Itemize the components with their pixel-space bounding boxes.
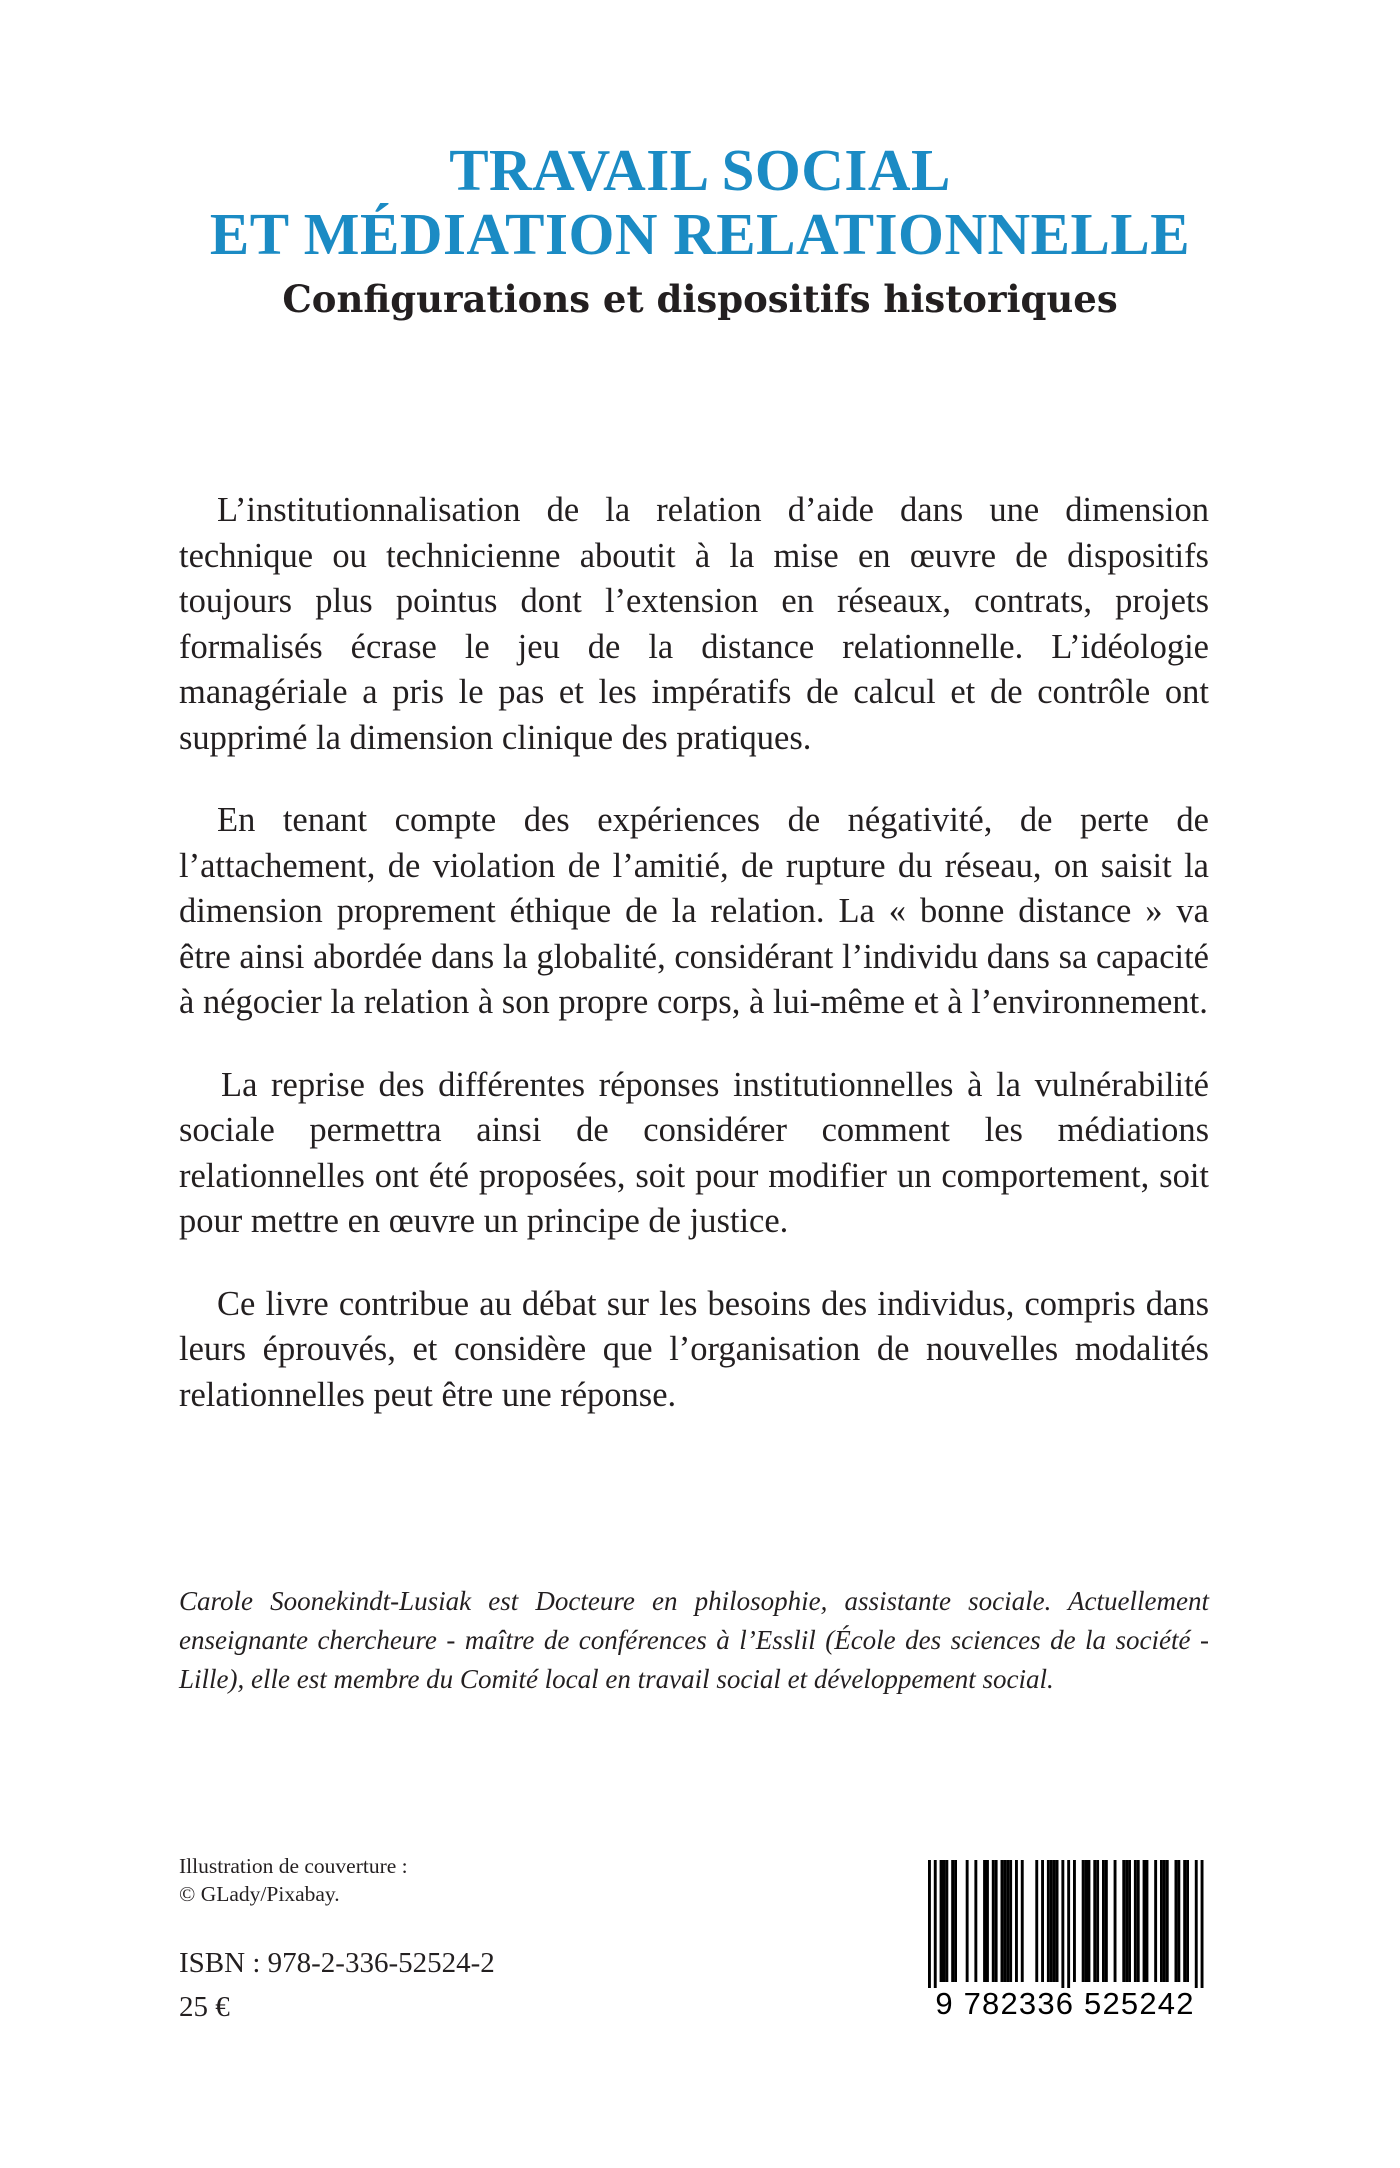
barcode-bar xyxy=(1035,1860,1038,1982)
barcode-bar xyxy=(934,1860,937,1988)
barcode-bar xyxy=(951,1860,954,1982)
barcode-bar xyxy=(1183,1860,1186,1982)
barcode-number: 9 782336 525242 xyxy=(935,1986,1195,2020)
barcode-bar xyxy=(945,1860,948,1982)
barcode-bar xyxy=(1186,1860,1189,1982)
barcode-bar xyxy=(1160,1860,1163,1982)
author-bio: Carole Soonekindt-Lusiak est Docteure en philosophie, assistante sociale. Actuellement enseignante chercheure - maître de conférences à l’Esslil (École des sciences de la société - Lille), elle est membre du Comité local en travail social et développement social. xyxy=(179,1586,1209,1694)
barcode-bar xyxy=(1006,1860,1009,1982)
barcode-bar xyxy=(1047,1860,1050,1982)
barcode-bar xyxy=(1166,1860,1169,1982)
barcode-bar xyxy=(1122,1860,1125,1982)
blurb-paragraph-1: L’institutionnalisation de la relation d’aide dans une dimension technique ou technicienne aboutit à la mise en œuvre de dispositifs toujours plus pointus dont l’extension en réseaux, contrats, projets formalisés écrase le jeu de la distance relationnelle. L’idéologie managériale a pris le pas et les impératifs de calcul et de contrôle ont supprimé la dimension clinique des pratiques. xyxy=(179,491,1209,757)
barcode-bar xyxy=(1001,1860,1004,1982)
barcode-bar xyxy=(1177,1860,1180,1982)
barcode-bar xyxy=(1102,1860,1105,1982)
barcode-bar xyxy=(1154,1860,1157,1982)
ean13-barcode-icon xyxy=(912,1860,1218,2020)
barcode-bar xyxy=(940,1860,943,1982)
barcode-bar xyxy=(1015,1860,1018,1982)
barcode-bar xyxy=(1175,1860,1178,1982)
barcode-bar xyxy=(974,1860,977,1982)
barcode-bar xyxy=(966,1860,969,1982)
barcode-bar xyxy=(1125,1860,1128,1982)
barcode-bar xyxy=(992,1860,995,1982)
book-title-line-1: TRAVAIL SOCIAL xyxy=(449,137,951,203)
barcode-bar xyxy=(1067,1860,1070,1988)
barcode-bar xyxy=(1088,1860,1091,1982)
barcode-bar xyxy=(995,1860,998,1982)
barcode-bar xyxy=(954,1860,957,1982)
blurb-paragraph-4: Ce livre contribue au débat sur les besoins des individus, compris dans leurs éprouvés, et considère que l’organisation de nouvelles modalités relationnelles peut être une réponse. xyxy=(179,1284,1209,1414)
barcode-bar xyxy=(1041,1860,1044,1982)
price: 25 € xyxy=(179,1991,230,2023)
isbn: ISBN : 978-2-336-52524-2 xyxy=(179,1947,495,1979)
barcode-bar xyxy=(1085,1860,1088,1982)
blurb-text xyxy=(179,488,1209,1455)
barcode-bar xyxy=(1009,1860,1012,1982)
barcode-bar xyxy=(1114,1860,1117,1982)
barcode-bar xyxy=(1082,1860,1085,1982)
barcode-bar xyxy=(1093,1860,1096,1982)
barcode-bar xyxy=(943,1860,946,1982)
barcode-bar xyxy=(1195,1860,1198,1988)
barcode-bar xyxy=(1003,1860,1006,1982)
cover-credit-label: Illustration de couverture : xyxy=(179,1854,408,1878)
barcode-bar xyxy=(1105,1860,1108,1982)
barcode-bar xyxy=(1096,1860,1099,1982)
barcode-bar xyxy=(1146,1860,1149,1982)
barcode-bar xyxy=(1201,1860,1204,1988)
blurb-paragraph-3: La reprise des différentes réponses institutionnelles à la vulnérabilité sociale permettra ainsi de considérer comment les médiations relationnelles ont été proposées, soit pour modifier un comportement, soit pour mettre en œuvre un principe de justice. xyxy=(179,1065,1209,1240)
barcode-bar xyxy=(1134,1860,1137,1982)
barcode-bar xyxy=(1137,1860,1140,1982)
barcode-bar xyxy=(983,1860,986,1982)
barcode-bar xyxy=(1128,1860,1131,1982)
barcode-bar xyxy=(986,1860,989,1982)
barcode-bar xyxy=(1073,1860,1076,1982)
barcode-bar xyxy=(1056,1860,1059,1982)
barcode-bar xyxy=(1021,1860,1024,1982)
barcode-bar xyxy=(1053,1860,1056,1982)
barcode-bar xyxy=(1143,1860,1146,1982)
barcode-bar xyxy=(1050,1860,1053,1982)
barcode-bar xyxy=(928,1860,931,1988)
book-title-line-2: ET MÉDIATION RELATIONNELLE xyxy=(209,201,1191,267)
title-block xyxy=(0,138,1400,322)
barcode-bar xyxy=(1061,1860,1064,1988)
book-subtitle: Configurations et dispositifs historiques xyxy=(282,277,1118,321)
blurb-paragraph-2: En tenant compte des expériences de négativité, de perte de l’attachement, de violation de l’amitié, de rupture du réseau, on saisit la dimension proprement éthique de la relation. La « bonne distance » va être ainsi abordée dans la globalité, considérant l’individu dans sa capacité à négocier la relation à son propre corps, à lui-même et à l’environnement. xyxy=(179,801,1209,1021)
footer-info xyxy=(179,1852,679,2026)
barcode-bar xyxy=(1163,1860,1166,1982)
cover-credit-source: © GLady/Pixabay. xyxy=(179,1882,340,1906)
